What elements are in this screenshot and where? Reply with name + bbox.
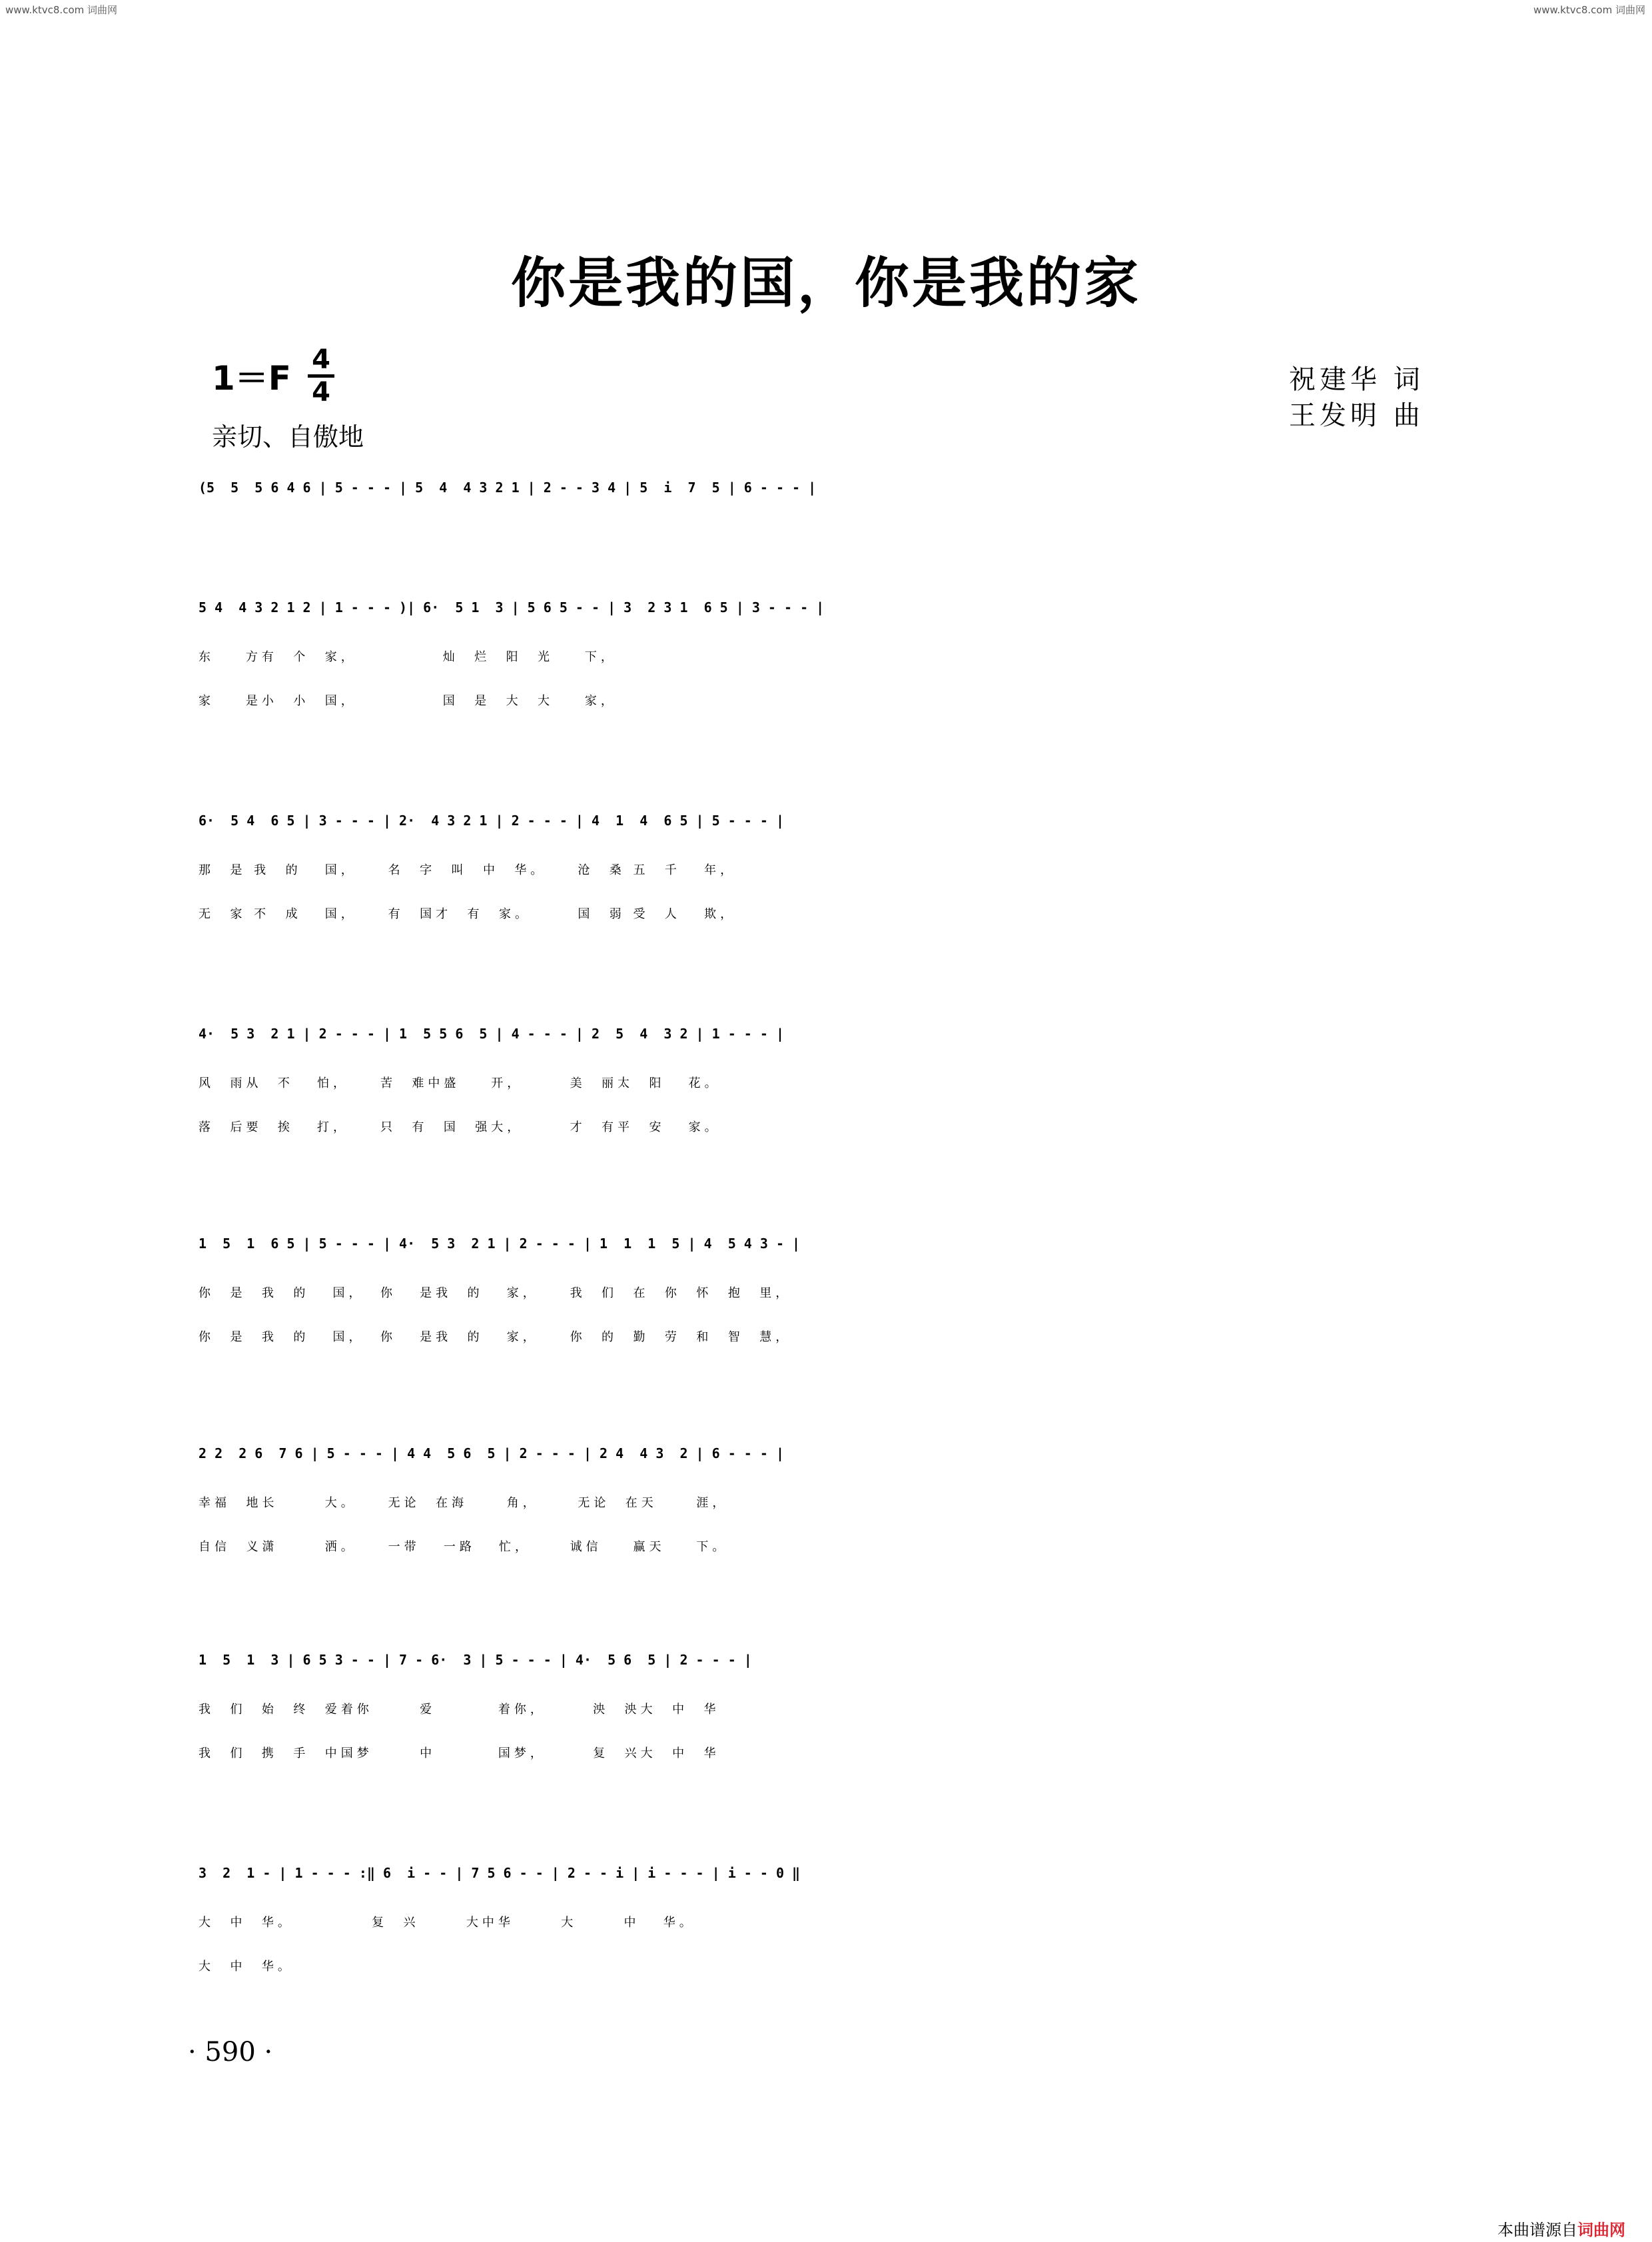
lyric-line [0,1906,1652,1940]
lyric-text: 风 雨从 不 怕， 苦 难中盛 开， 美 丽太 阳 花。 [199,1076,721,1090]
score-system [0,1012,1652,1055]
tempo-marking: 亲切、自傲地 [212,422,364,452]
lyric-line [0,1277,1652,1310]
lyric-line [0,1531,1652,1564]
time-signature-top: 4 [312,344,330,375]
lyric-text: 家 是小 小 国， 国 是 大 大 家， [199,694,617,708]
score-system [0,466,1652,509]
composer-credit: 王发明 曲 [1289,400,1424,431]
notation-line: 6· 5 4 6 5 | 3 - - - | 2· 4 3 2 1 | 2 - - - | 4 1 4 6 5 | 5 - - - | [199,813,784,829]
lyric-line [0,1067,1652,1100]
notation-line: 4· 5 3 2 1 | 2 - - - | 1 5 5 6 5 | 4 - - - | 2 5 4 3 2 | 1 - - - | [199,1026,784,1042]
notation-line: 3 2 1 - | 1 - - - :‖ 6 i - - | 7 5 6 - - | 2 - - i | i - - - | i - - 0 ‖ [199,1865,801,1881]
lyric-line [0,641,1652,674]
lyricist-credit: 祝建华 词 [1289,364,1424,395]
notation-line: 5 4 4 3 2 1 2 | 1 - - - )| 6· 5 1 3 | 5 6 5 - - | 3 2 3 1 6 5 | 3 - - - | [199,599,825,615]
source-brand: 词曲网 [1577,2221,1625,2239]
score-system [0,1639,1652,1681]
lyric-text: 你 是 我 的 国， 你 是我 的 家， 我 们 在 你 怀 抱 里， [199,1286,792,1300]
song-title: 你是我的国，你是我的家 [510,251,1141,315]
lyric-text: 大 中 华。 复 兴 大中华 大 中 华。 [199,1916,695,1930]
notation-line: (5 5 5 6 4 6 | 5 - - - | 5 4 4 3 2 1 | 2 - - 3 4 | 5 i 7 5 | 6 - - - | [199,480,817,496]
lyric-line [0,854,1652,887]
watermark-top-right: www.ktvc8.com 词曲网 [1533,4,1645,16]
lyric-line [0,1737,1652,1770]
notation-line: 1 5 1 3 | 6 5 3 - - | 7 - 6· 3 | 5 - - - | 4· 5 6 5 | 2 - - - | [199,1652,752,1668]
watermark-top-left: www.ktvc8.com 词曲网 [5,4,118,16]
lyric-text: 我 们 携 手 中国梦 中 国梦， 复 兴大 中 华 [199,1746,720,1760]
lyric-line [0,685,1652,718]
lyric-text: 我 们 始 终 爱着你 爱 着你， 泱 泱大 中 华 [199,1702,720,1716]
lyric-text: 幸福 地长 大。 无论 在海 角， 无论 在天 涯， [199,1496,729,1510]
key-signature: 1＝F [212,359,291,398]
lyric-text: 你 是 我 的 国， 你 是我 的 家， 你 的 勤 劳 和 智 慧， [199,1330,792,1344]
score-system [0,1432,1652,1475]
lyric-text: 自信 义潇 洒。 一带 一路 忙， 诚信 赢天 下。 [199,1540,729,1554]
source-attribution [1497,2217,1625,2240]
score-system [0,1852,1652,1894]
score-system [0,799,1652,842]
lyric-text: 那 是 我 的 国， 名 字 叫 中 华。 沧 桑 五 千 年， [199,863,737,877]
page-number: · 590 · [188,2037,273,2067]
notation-line: 1 5 1 6 5 | 5 - - - | 4· 5 3 2 1 | 2 - - - | 1 1 1 5 | 4 5 4 3 - | [199,1236,801,1252]
lyric-text: 东 方有 个 家， 灿 烂 阳 光 下， [199,650,617,664]
lyric-text: 无 家 不 成 国， 有 国才 有 家。 国 弱 受 人 欺， [199,907,737,921]
lyric-line [0,1321,1652,1354]
lyric-line [0,1111,1652,1144]
lyric-line [0,1487,1652,1520]
lyric-text: 落 后要 挨 打， 只 有 国 强大， 才 有平 安 家。 [199,1120,721,1134]
time-signature [308,346,334,406]
lyric-line [0,898,1652,931]
lyric-text: 大 中 华。 [199,1960,294,1974]
lyric-line [0,1693,1652,1726]
score-system [0,1222,1652,1265]
score-system [0,586,1652,629]
source-prefix: 本曲谱源自 [1497,2221,1577,2239]
lyric-line [0,1950,1652,1984]
notation-line: 2 2 2 6 7 6 | 5 - - - | 4 4 5 6 5 | 2 - - - | 2 4 4 3 2 | 6 - - - | [199,1445,784,1461]
time-signature-bottom: 4 [312,377,330,408]
